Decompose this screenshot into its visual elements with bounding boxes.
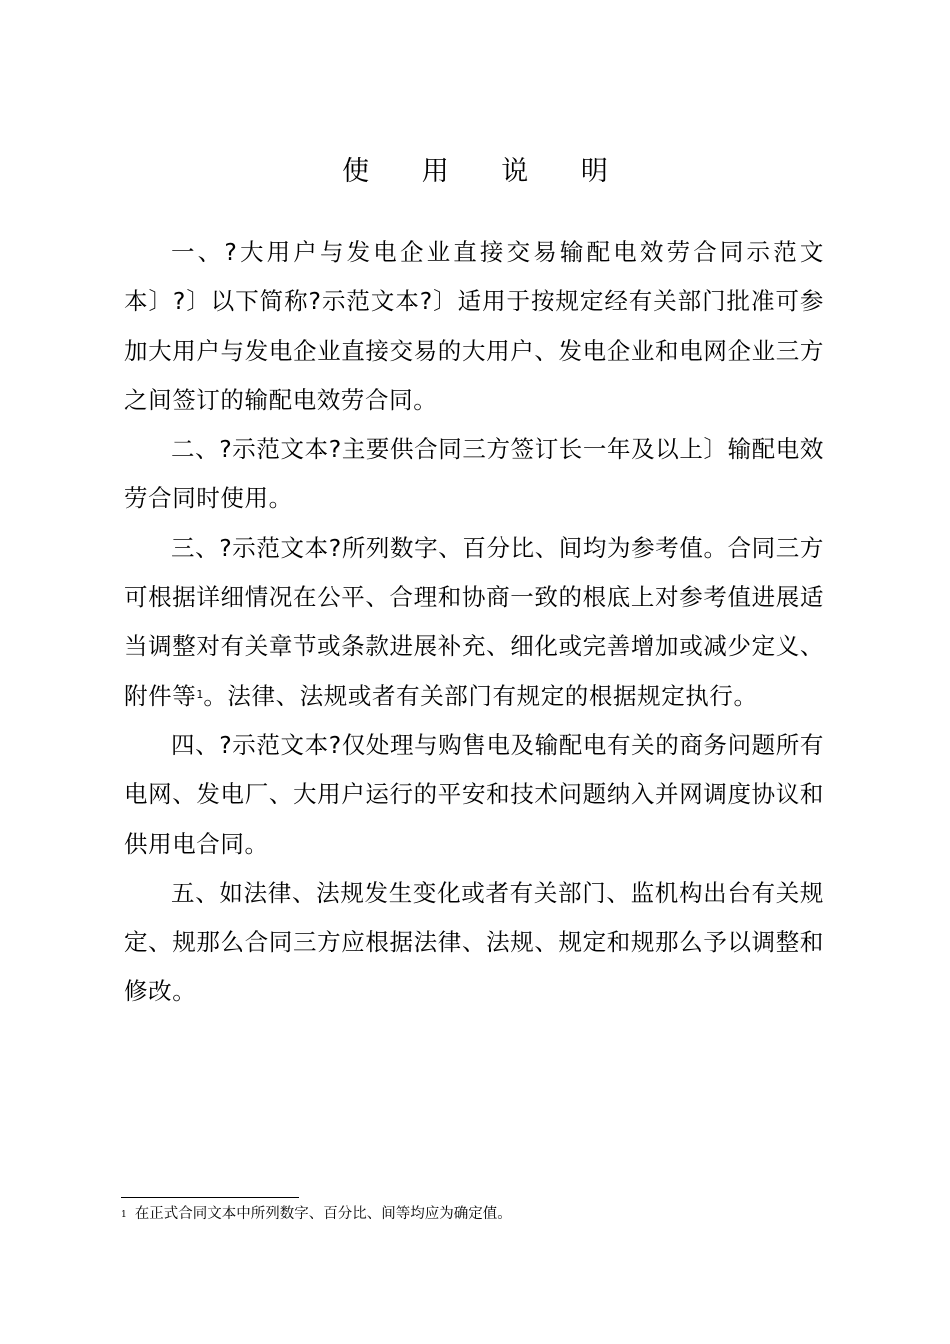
- footnote-separator: [121, 1197, 299, 1198]
- paragraph-3: [124, 524, 824, 721]
- paragraph-4: 四、?示范文本?仅处理与购售电及输配电有关的商务问题所有电网、发电厂、大用户运行的平安和技术问题纳入并网调度协议和供用电合同。: [124, 730, 824, 858]
- footnote-mark: 1: [121, 1210, 127, 1220]
- paragraph-3-text-before: 三、?示范文本?所列数字、百分比、间均为参考值。合同三方可根据详细情况在公平、合理和协商一致的根底上对参考值进展适当调整对有关章节或条款进展补充、细化或完善增加或减少定义、附件等: [124, 533, 824, 710]
- paragraph-2: 二、?示范文本?主要供合同三方签订长一年及以上〕输配电效劳合同时使用。: [124, 435, 824, 513]
- page-title: 使 用 说 明: [342, 156, 630, 187]
- paragraph-1: 一、?大用户与发电企业直接交易输配电效劳合同示范文本〕?〕以下简称?示范文本?〕适用于按规定经有关部门批准可参加大用户与发电企业直接交易的大用户、发电企业和电网企业三方之间签订的输配电效劳合同。: [124, 238, 824, 414]
- paragraph-3-text-after: 。法律、法规或者有关部门有规定的根据规定执行。: [203, 681, 758, 710]
- footnote-text: 在正式合同文本中所列数字、百分比、间等均应为确定值。: [134, 1206, 512, 1222]
- paragraph-5: 五、如法律、法规发生变化或者有关部门、监机构出台有关规定、规那么合同三方应根据法律、法规、规定和规那么予以调整和修改。: [124, 878, 824, 1006]
- document-body: [124, 228, 824, 1017]
- footnote-reference[interactable]: 1: [196, 687, 204, 701]
- footnote: [121, 1203, 841, 1225]
